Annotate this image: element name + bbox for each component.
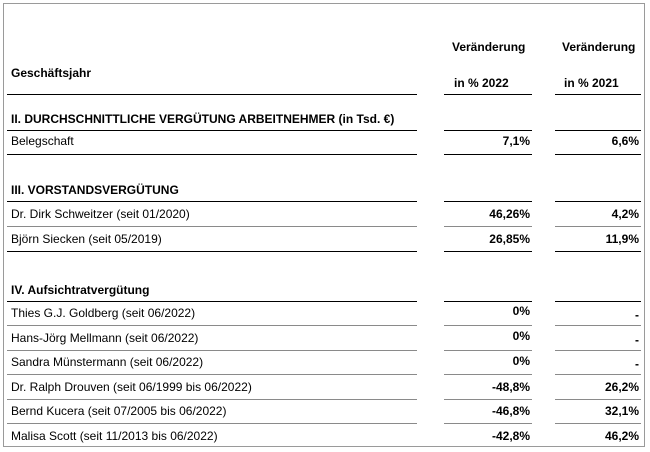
row-label: Malisa Scott (seit 11/2013 bis 06/2022) xyxy=(11,429,218,443)
section-rule xyxy=(555,130,641,131)
header-label: Geschäftsjahr xyxy=(11,66,92,80)
section-rule xyxy=(444,251,532,252)
row-value-2021: 32,1% xyxy=(604,404,639,418)
section-rule xyxy=(444,201,532,202)
row-rule xyxy=(444,399,532,400)
row-value-2022: 26,85% xyxy=(489,232,530,246)
header-rule xyxy=(7,94,417,95)
col-2021-header-line1: Veränderung xyxy=(562,40,636,54)
row-rule xyxy=(7,325,417,326)
row-rule xyxy=(7,350,417,351)
col-2022-header-line1: Veränderung xyxy=(452,40,526,54)
section-title: IV. Aufsichtratvergütung xyxy=(11,283,150,297)
row-label: Sandra Münstermann (seit 06/2022) xyxy=(11,355,204,369)
row-rule xyxy=(7,374,417,375)
row-value-2022: 46,26% xyxy=(489,207,530,221)
row-value-2022: -42,8% xyxy=(491,429,530,443)
section-rule xyxy=(7,154,417,155)
row-value-2022: -48,8% xyxy=(491,380,530,394)
row-rule xyxy=(444,226,532,227)
row-rule xyxy=(555,226,641,227)
row-label: Bernd Kucera (seit 07/2005 bis 06/2022) xyxy=(11,404,227,418)
row-rule xyxy=(7,423,417,424)
row-rule xyxy=(555,325,641,326)
row-value-2022: 0% xyxy=(512,329,530,343)
row-label: Belegschaft xyxy=(11,134,74,148)
row-value-2021: 26,2% xyxy=(604,380,639,394)
row-label: Dr. Dirk Schweitzer (seit 01/2020) xyxy=(11,207,190,221)
section-title: II. DURCHSCHNITTLICHE VERGÜTUNG ARBEITNEHMER (in Tsd. €) xyxy=(11,112,395,126)
row-label: Thies G.J. Goldberg (seit 06/2022) xyxy=(11,306,196,320)
section-rule xyxy=(555,154,641,155)
row-rule xyxy=(555,374,641,375)
section-rule xyxy=(444,154,532,155)
row-value-2021: 6,6% xyxy=(611,134,639,148)
section-rule xyxy=(555,201,641,202)
row-rule xyxy=(7,226,417,227)
row-value-2021: 11,9% xyxy=(605,232,639,246)
section-rule xyxy=(7,301,417,302)
row-rule xyxy=(444,374,532,375)
row-label: Dr. Ralph Drouven (seit 06/1999 bis 06/2022) xyxy=(11,380,252,394)
row-value-2022: 0% xyxy=(512,304,530,318)
row-value-2021: - xyxy=(635,308,639,322)
table-frame xyxy=(3,3,645,447)
row-rule xyxy=(444,325,532,326)
row-value-2021: - xyxy=(635,333,639,347)
row-value-2022: 7,1% xyxy=(502,134,530,148)
col-2022-header-line2: in % 2022 xyxy=(454,76,509,90)
row-rule xyxy=(555,423,641,424)
section-rule xyxy=(444,301,532,302)
row-value-2022: -46,8% xyxy=(491,404,530,418)
row-rule xyxy=(444,423,532,424)
col-2021-header-line2: in % 2021 xyxy=(564,76,619,90)
header-rule xyxy=(555,94,641,95)
row-rule xyxy=(555,399,641,400)
section-rule xyxy=(7,251,417,252)
row-rule xyxy=(444,350,532,351)
section-title: III. VORSTANDSVERGÜTUNG xyxy=(11,183,179,197)
row-value-2021: 46,2% xyxy=(604,429,639,443)
row-label: Hans-Jörg Mellmann (seit 06/2022) xyxy=(11,331,199,345)
row-value-2021: 4,2% xyxy=(611,207,639,221)
section-rule xyxy=(555,301,641,302)
section-rule xyxy=(7,130,417,131)
row-label: Björn Siecken (seit 05/2019) xyxy=(11,232,162,246)
section-rule xyxy=(444,130,532,131)
row-value-2022: 0% xyxy=(512,354,530,368)
row-rule xyxy=(7,399,417,400)
section-rule xyxy=(555,251,641,252)
section-rule xyxy=(7,201,417,202)
row-rule xyxy=(555,350,641,351)
row-value-2021: - xyxy=(635,357,639,371)
header-rule xyxy=(444,94,532,95)
